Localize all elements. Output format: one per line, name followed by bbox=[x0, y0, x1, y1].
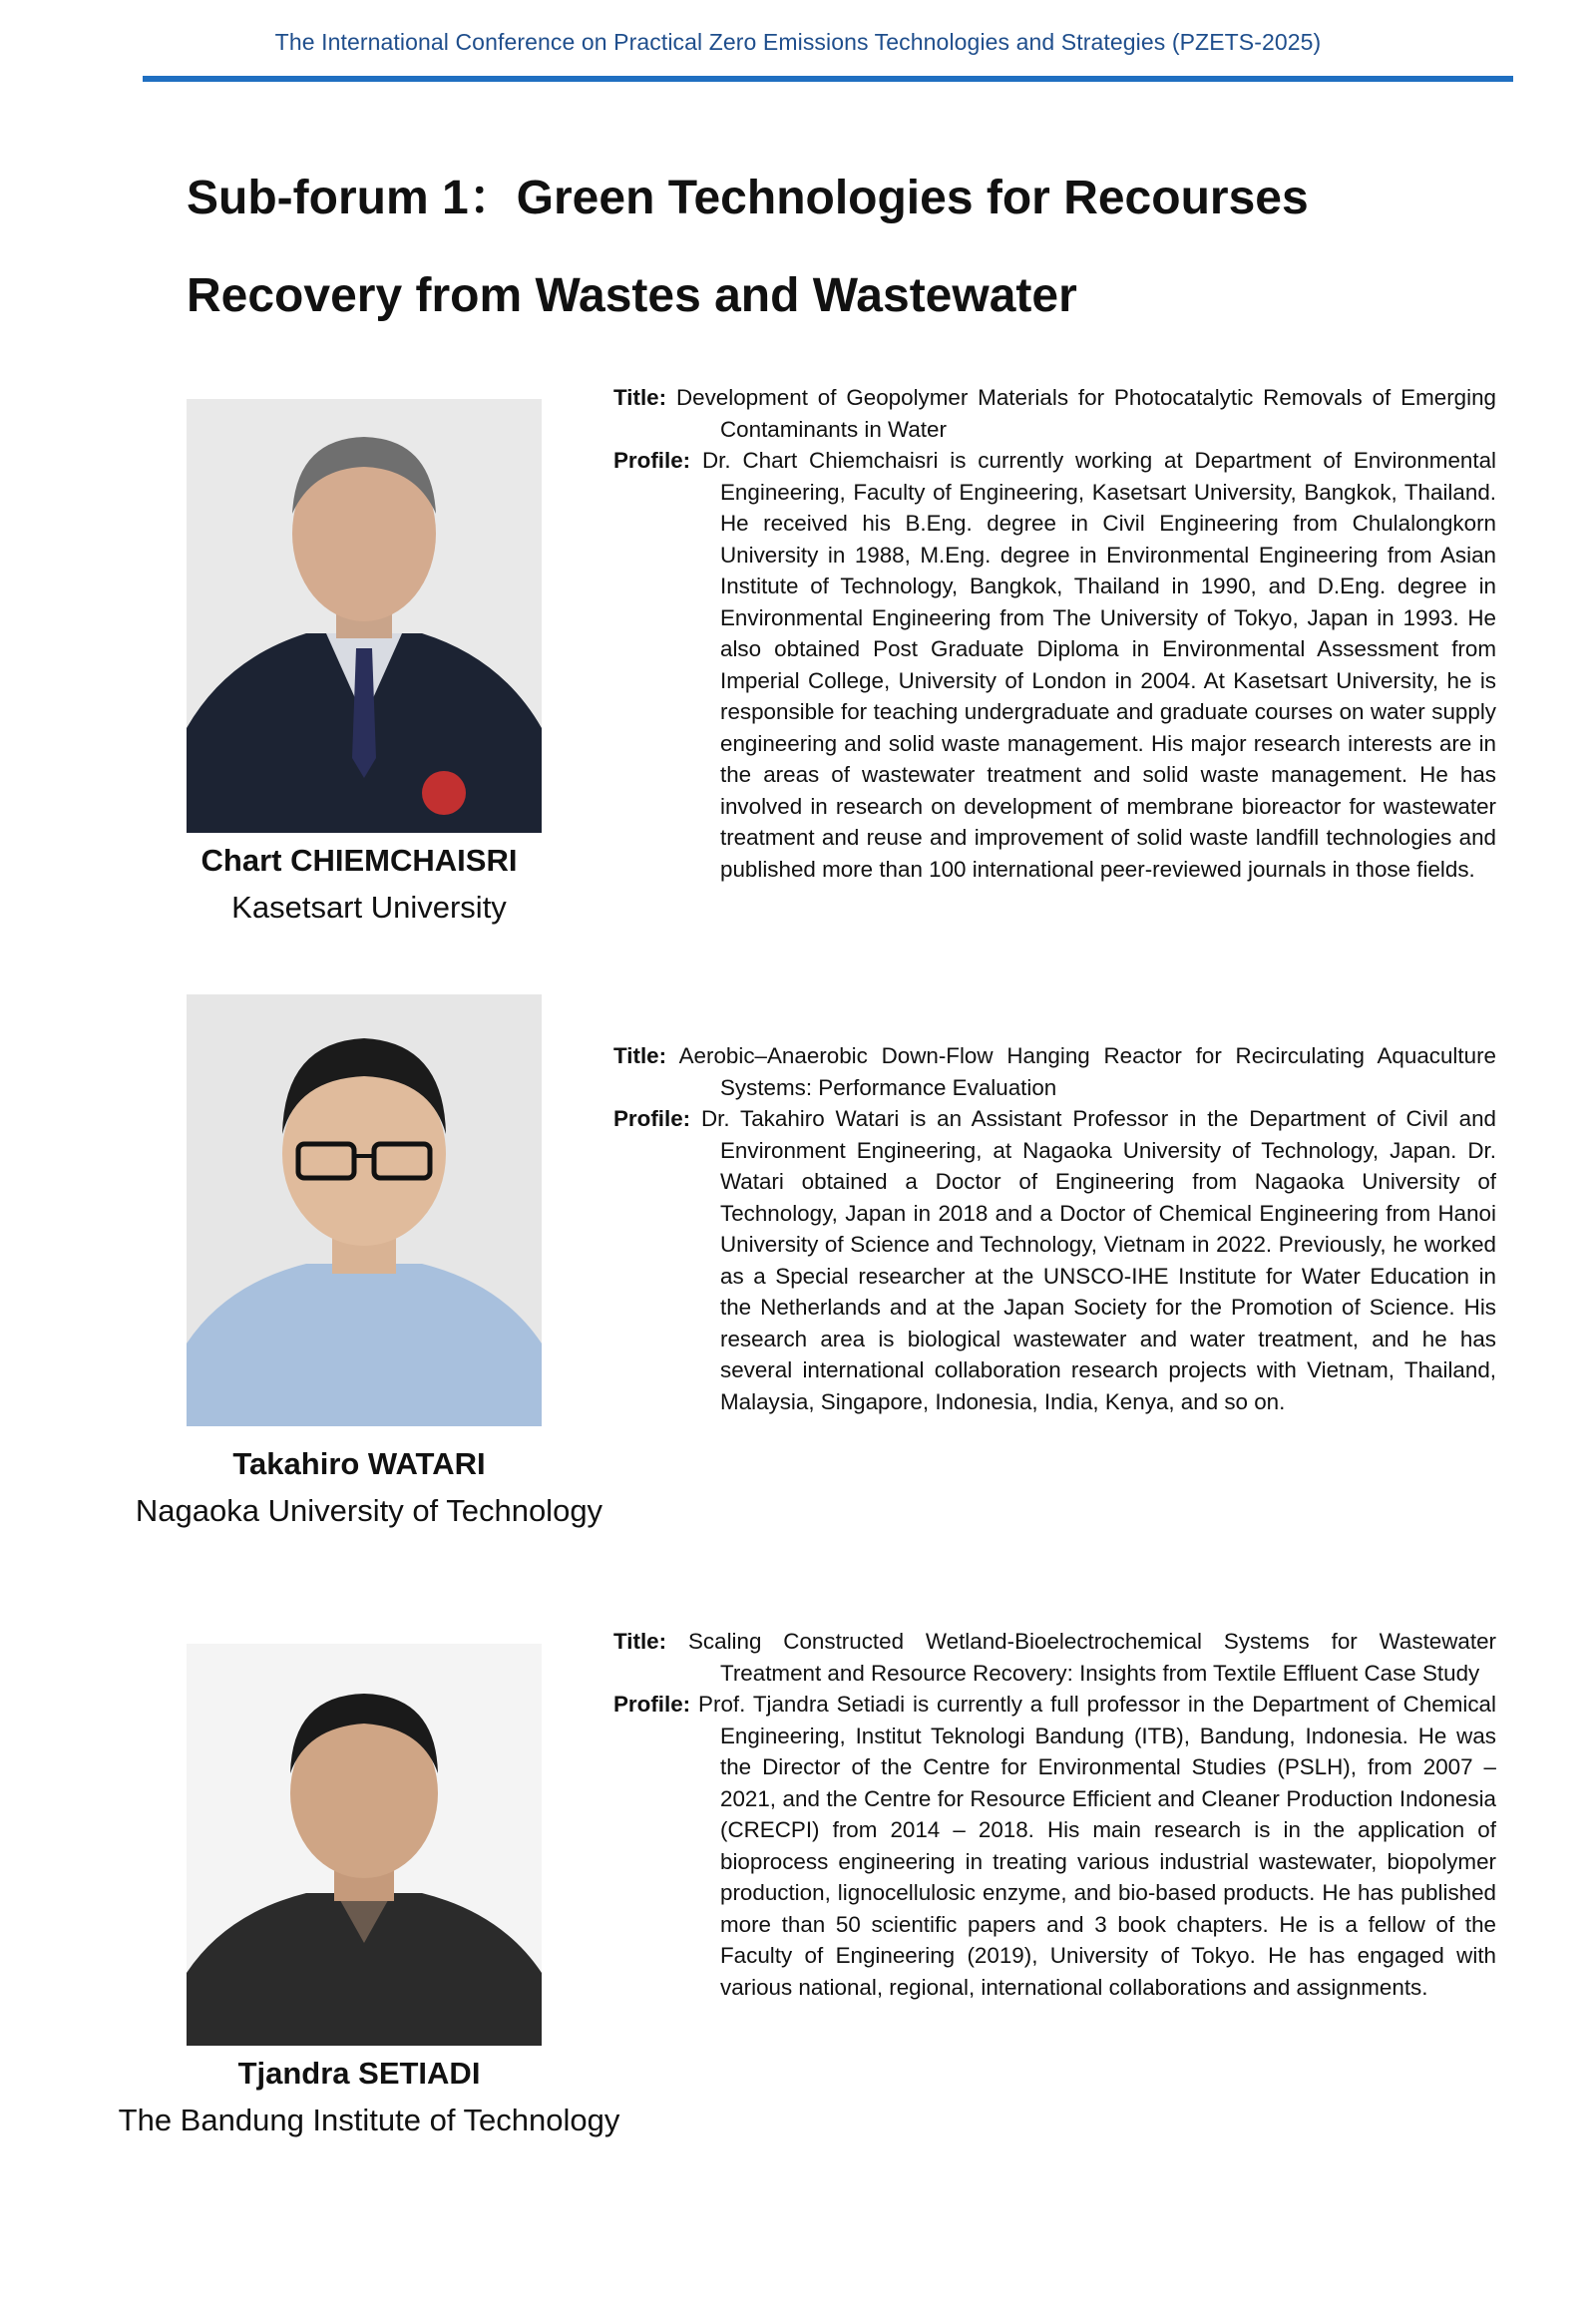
profile-label: Profile: bbox=[613, 448, 691, 473]
title-label: Title: bbox=[613, 1043, 667, 1068]
speaker-photo bbox=[187, 994, 542, 1426]
speaker-info bbox=[613, 1040, 1496, 1417]
talk-title-text: Development of Geopolymer Materials for Photocatalytic Removals of Emerging Contaminants in Water bbox=[675, 385, 1496, 442]
profile-text: Prof. Tjandra Setiadi is currently a full professor in the Department of Chemical Engineering, Institut Teknologi Bandung (ITB), Bandung, Indonesia. He was the Director of the Centre for Environmental Studies (PSLH), from 2007 – 2021, and the Centre for Resource Efficient and Cleaner Production Indonesia (CRECPI) from 2014 – 2018. His main research is in the application of bioprocess engineering in treating various industrial wastewater, biopolymer production, lignocellulosic enzyme, and bio-based products. He has published more than 50 scientific papers and 3 book chapters. He is a fellow of the Faculty of Engineering (2019), University of Tokyo. He has engaged with various national, regional, international collaborations and assignments. bbox=[698, 1692, 1496, 2000]
speaker-affiliation: Nagaoka University of Technology bbox=[135, 1493, 603, 1528]
profile-label: Profile: bbox=[613, 1106, 691, 1131]
profile-text: Dr. Chart Chiemchaisri is currently working at Department of Environmental Engineering, Faculty of Engineering, Kasetsart University, Bangkok, Thailand. He received his B.Eng. degree in Civil Engineering from Chulalongkorn University in 1988, M.Eng. degree in Environmental Engineering from Asian Institute of Technology, Bangkok, Thailand in 1990, and D.Eng. degree in Environmental Engineering from The University of Tokyo, Japan in 1993. He also obtained Post Graduate Diploma in Environmental Assessment from Imperial College, University of London in 2004. At Kasetsart University, he is responsible for teaching undergraduate and graduate courses on water supply engineering and solid waste management. His major research interests are in the areas of wastewater treatment and solid waste management. He has involved in research on development of membrane bioreactor for wastewater treatment and reuse and improvement of solid waste landfill technologies and published more than 100 international peer-reviewed journals in those fields. bbox=[702, 448, 1496, 882]
talk-title bbox=[613, 1040, 1496, 1103]
title-label: Title: bbox=[613, 385, 667, 410]
talk-title bbox=[613, 382, 1496, 445]
speaker-affiliation: Kasetsart University bbox=[231, 890, 507, 925]
profile-text: Dr. Takahiro Watari is an Assistant Professor in the Department of Civil and Environment Engineering, at Nagaoka University of Technology, Japan. Dr. Watari obtained a Doctor of Engineering from Nagaoka University of Technology, Japan in 2018 and a Doctor of Chemical Engineering from Hanoi University of Science and Technology, Vietnam in 2022. Previously, he worked as a Special researcher at the UNSCO-IHE Institute for Water Education in the Netherlands and at the Japan Society for the Promotion of Science. His research area is biological wastewater and water treatment, and he has several international collaboration research projects with Vietnam, Thailand, Malaysia, Singapore, Indonesia, India, Kenya, and so on. bbox=[700, 1106, 1496, 1414]
speaker-profile bbox=[613, 1689, 1496, 2003]
speaker-info bbox=[613, 382, 1496, 885]
speaker-profile bbox=[613, 445, 1496, 885]
header-divider bbox=[143, 76, 1513, 82]
forum-title: Sub-forum 1：Green Technologies for Recourses Recovery from Wastes and Wastewater bbox=[187, 172, 1309, 322]
title-label: Title: bbox=[613, 1629, 667, 1654]
speaker-info bbox=[613, 1626, 1496, 2003]
profile-label: Profile: bbox=[613, 1692, 691, 1717]
speaker-photo bbox=[187, 1644, 542, 2046]
talk-title-text: Scaling Constructed Wetland-Bioelectrochemical Systems for Wastewater Treatment and Resource Recovery: Insights from Textile Effluent Case Study bbox=[687, 1629, 1496, 1686]
speaker-affiliation: The Bandung Institute of Technology bbox=[118, 2103, 620, 2137]
talk-title bbox=[613, 1626, 1496, 1689]
speaker-photo bbox=[187, 399, 542, 833]
speaker-name: Takahiro WATARI bbox=[232, 1446, 486, 1481]
speaker-name: Tjandra SETIADI bbox=[237, 2056, 481, 2091]
speaker-profile bbox=[613, 1103, 1496, 1417]
speaker-name: Chart CHIEMCHAISRI bbox=[200, 843, 518, 878]
conference-header: The International Conference on Practical Zero Emissions Technologies and Strategies (PZETS-2025) bbox=[274, 29, 1322, 55]
talk-title-text: Aerobic–Anaerobic Down-Flow Hanging Reactor for Recirculating Aquaculture Systems: Performance Evaluation bbox=[678, 1043, 1496, 1100]
